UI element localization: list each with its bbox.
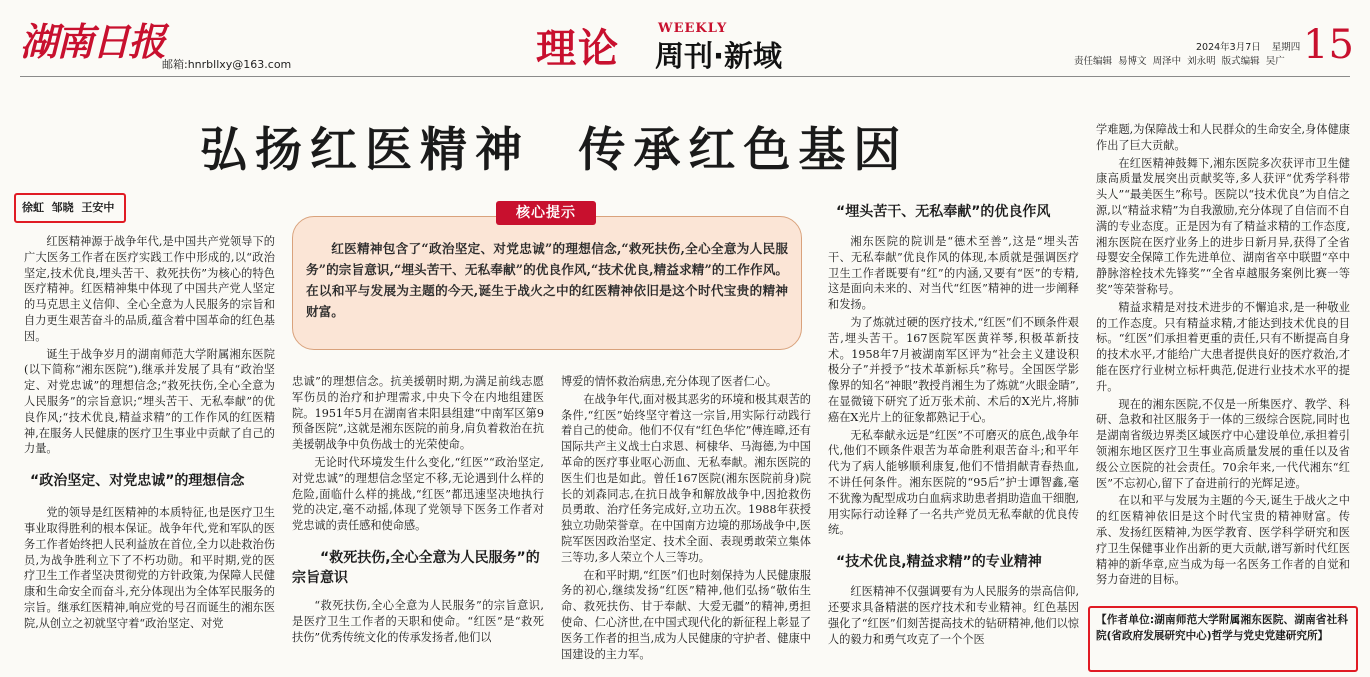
col1-subheading-1: “政治坚定、对党忠诚”的理想信念 <box>30 473 245 490</box>
col4-subheading-2: “技术优良,精益求精”的专业精神 <box>836 554 1042 571</box>
newspaper-logo: 湖南日报 <box>20 19 165 64</box>
section-subtitle: 周刊·新域 <box>655 39 783 73</box>
headline: 弘扬红医精神 传承红色基因 <box>200 123 909 178</box>
core-summary-text: 红医精神包含了“政治坚定、对党忠诚”的理想信念,“救死扶伤,全心全意为人民服务”的宗旨意识,“埋头苦干、无私奉献”的优良作风,“技术优良,精益求精”的工作作风。在以和平与发展为主题的今天,诞生于战火之中的红医精神依旧是这个时代宝贵的精神财富。 <box>306 241 788 319</box>
col4-subheading-1: “埋头苦干、无私奉献”的优良作风 <box>836 204 1051 220</box>
col2-paragraph-3: “救死扶伤,全心全意为人民服务”的宗旨意识,是医疗卫生工作者的天职和使命。“红医”是“救死扶伤”优秀传统文化的传承发扬者,他们以 <box>292 598 544 644</box>
section-weekly: WEEKLY <box>658 21 728 36</box>
author-unit: 【作者单位:湖南师范大学附属湘东医院、湖南省社科院(省政府发展研究中心)哲学与党史党建研究所】 <box>1096 614 1348 642</box>
col4-paragraph-2: 为了炼就过硬的医疗技术,“红医”们不顾条件艰苦,埋头苦干。167医院军医黄祥琴,积极革新技术。1958年7月被湖南军区评为“社会主义建设积极分子”并授予“技术革新标兵”称号。全国医学影像界的知名“神眼”教授肖湘生为了炼就“火眼金睛”,在显微镜下研究了近万张术前、术后的X光片,将肺癌在X光片上的征象都熟记于心。 <box>828 315 1079 424</box>
authors: 徐虹 邹晓 王安中 <box>22 201 115 214</box>
editors-line: 责任编辑 易博文 周泽中 刘永明 版式编辑 吴广 <box>1074 56 1285 67</box>
masthead-email: 邮箱:hnrbllxy@163.com <box>162 58 292 71</box>
core-summary-tag: 核心提示 <box>496 201 596 225</box>
masthead-rule <box>20 76 1350 77</box>
col3-paragraph-3: 在和平时期,“红医”们也时刻保持为人民健康服务的初心,继续发扬“红医”精神,他们弘扬“敬佑生命、救死扶伤、甘于奉献、大爱无疆”的精神,勇担使命、仁心济世,在中国式现代化的新征程上彰显了医务工作者的担当,成为人民健康的守护者、健康中国建设的主力军。 <box>561 568 811 661</box>
col1-paragraph-2: 诞生于战争岁月的湖南师范大学附属湘东医院(以下简称“湘东医院”),继承并发展了具有“政治坚定、对党忠诚”的理想信念;“救死扶伤,全心全意为人民服务”的宗旨意识;“埋头苦干、无私奉献”的优良作风;“技术优良,精益求精”的工作作风的红医精神,在服务人民健康的医疗卫生事业中贡献了自己的力量。 <box>24 347 275 456</box>
column-3 <box>561 374 811 662</box>
page-number: 15 <box>1303 22 1354 68</box>
column-1 <box>24 234 275 632</box>
col1-paragraph-1: 红医精神源于战争年代,是中国共产党领导下的广大医务工作者在医疗实践工作中形成的,以“政治坚定,技术优良,埋头苦干、救死扶伤”为核心的特色医疗精神。红医精神集中体现了中国共产党人坚定的马克思主义信仰、全心全意为人民服务的宗旨和自力更生艰苦奋斗的品质,蕴含着中国革命的红色基因。 <box>24 235 275 343</box>
col2-subheading-1: “救死扶伤,全心全意为人民服务”的宗旨意识 <box>292 549 540 586</box>
col5-paragraph-2: 在红医精神鼓舞下,湘东医院多次获评市卫生健康高质量发展突出贡献奖等,多人获评“优秀学科带头人”“最美医生”称号。医院以“技术优良”为自信之源,以“精益求精”为自我激励,充分体现了自信而不自满的专业态度。正是因为有了精益求精的工作态度,湘东医院在医疗业务上的进步日新月异,获得了全省母婴安全保障工作先进单位、湖南省卒中联盟“卒中静脉溶栓技术先锋奖”“全省卓越服务案例比赛一等奖”等荣誉称号。 <box>1096 156 1350 296</box>
weekday-text: 星期四 <box>1271 42 1301 53</box>
col3-paragraph-1: 博爱的情怀救治病患,充分体现了医者仁心。 <box>561 375 778 388</box>
column-5 <box>1096 122 1350 588</box>
col5-paragraph-4: 现在的湘东医院,不仅是一所集医疗、教学、科研、急救和社区服务于一体的三级综合医院,同时也是湖南省级边界类区域医疗中心建设单位,承担着引领湘东地区医疗卫生事业高质量发展的重任以及省级公立医院的社会责任。70余年来,一代代湘东“红医”不忘初心,留下了奋进前行的光辉足迹。 <box>1096 397 1350 490</box>
date-text: 2024年3月7日 <box>1196 42 1261 53</box>
column-2 <box>292 374 544 645</box>
col5-paragraph-1: 学难题,为保障战士和人民群众的生命安全,身体健康作出了巨大贡献。 <box>1096 123 1350 152</box>
col1-paragraph-3: 党的领导是红医精神的本质特征,也是医疗卫生事业取得胜利的根本保证。战争年代,党和军队的医务工作者始终把人民利益放在首位,全力以赴救治伤员,为战争胜利立下了不朽功勋。和平时期,党的医疗卫生工作者坚决贯彻党的方针政策,为保障人民健康和生命安全而奋斗,充分体现出为全体军民服务的宗旨。继承红医精神,响应党的号召而诞生的湘东医院,从创立之初就坚守着“政治坚定、对党 <box>24 506 275 630</box>
col5-paragraph-5: 在以和平与发展为主题的今天,诞生于战火之中的红医精神依旧是这个时代宝贵的精神财富。传承、发扬红医精神,为医学教育、医学科学研究和医疗卫生保健事业作出新的更大贡献,谱写新时代红医精神的新华章,应当成为每一名医务工作者的自觉和努力奋进的目标。 <box>1096 494 1350 587</box>
col4-paragraph-1: 湘东医院的院训是“德术至善”,这是“埋头苦干、无私奉献”优良作风的体现,本质就是强调医疗卫生工作者既要有“红”的内涵,又要有“医”的专精,这是面向未来的、对当代“红医”精神的进一步阐释和发扬。 <box>828 235 1079 312</box>
section-title: 理论 <box>536 25 620 72</box>
col2-paragraph-2: 无论时代环境发生什么变化,“红医”“政治坚定,对党忠诚”的理想信念坚定不移,无论遇到什么样的危险,面临什么样的挑战,“红医”都迅速坚决地执行党的决定,毫不动摇,体现了党领导下医务工作者对党忠诚的责任感和使命感。 <box>292 455 544 533</box>
col5-paragraph-3: 精益求精是对技术进步的不懈追求,是一种敬业的工作态度。只有精益求精,才能达到技术优良的目标。“红医”们承担着更重的责任,只有不断提高自身的技术水平,才能给广大患者提供良好的医疗救治,才能在医疗行业树立标杆典范,促进行业技术水平的提升。 <box>1096 300 1350 393</box>
col4-paragraph-4: 红医精神不仅强调要有为人民服务的崇高信仰,还要求具备精湛的医疗技术和专业精神。红色基因强化了“红医”们刻苦提高技术的钻研精神,他们以惊人的毅力和勇气攻克了一个个医 <box>828 585 1079 646</box>
col2-paragraph-1: 忠诚”的理想信念。抗美援朝时期,为满足前线志愿军伤员的治疗和护理需求,中央下令在内地组建医院。1951年5月在湖南省耒阳县组建“中南军区第9预备医院”,这就是湘东医院的前身,肩负着救治在抗美援朝战争中负伤战士的光荣使命。 <box>292 375 544 452</box>
issue-date <box>1196 39 1300 53</box>
col3-paragraph-2: 在战争年代,面对极其恶劣的环境和极其艰苦的条件,“红医”始终坚守着这一宗旨,用实际行动践行着自己的使命。他们不仅有“红色华佗”傅连暲,还有国际共产主义战士白求恩、柯棣华、马海德,为中国革命的医疗事业呕心沥血、无私奉献。湘东医院的医生们也是如此。曾任167医院(湘东医院前身)院长的刘森同志,在抗日战争和解放战争中,因抢救伤员勇敢、治疗任务完成好,立功五次。1988年获授独立功勋荣誉章。在中国南方边境的那场战争中,医院军医因政治坚定、技术全面、表现勇敢荣立集体三等功,多人荣立个人三等功。 <box>561 392 811 564</box>
column-4 <box>828 202 1079 647</box>
col4-paragraph-3: 无私奉献永远是“红医”不可磨灭的底色,战争年代,他们不顾条件艰苦为革命胜利艰苦奋斗;和平年代为了病人能够顺利康复,他们不惜捐献青春热血,不讲任何条件。湘东医院的“95后”护士谭智鑫,毫不犹豫为配型成功白血病求助患者捐助造血干细胞,用实际行动诠释了一名共产党员无私奉献的优良传统。 <box>828 428 1079 537</box>
